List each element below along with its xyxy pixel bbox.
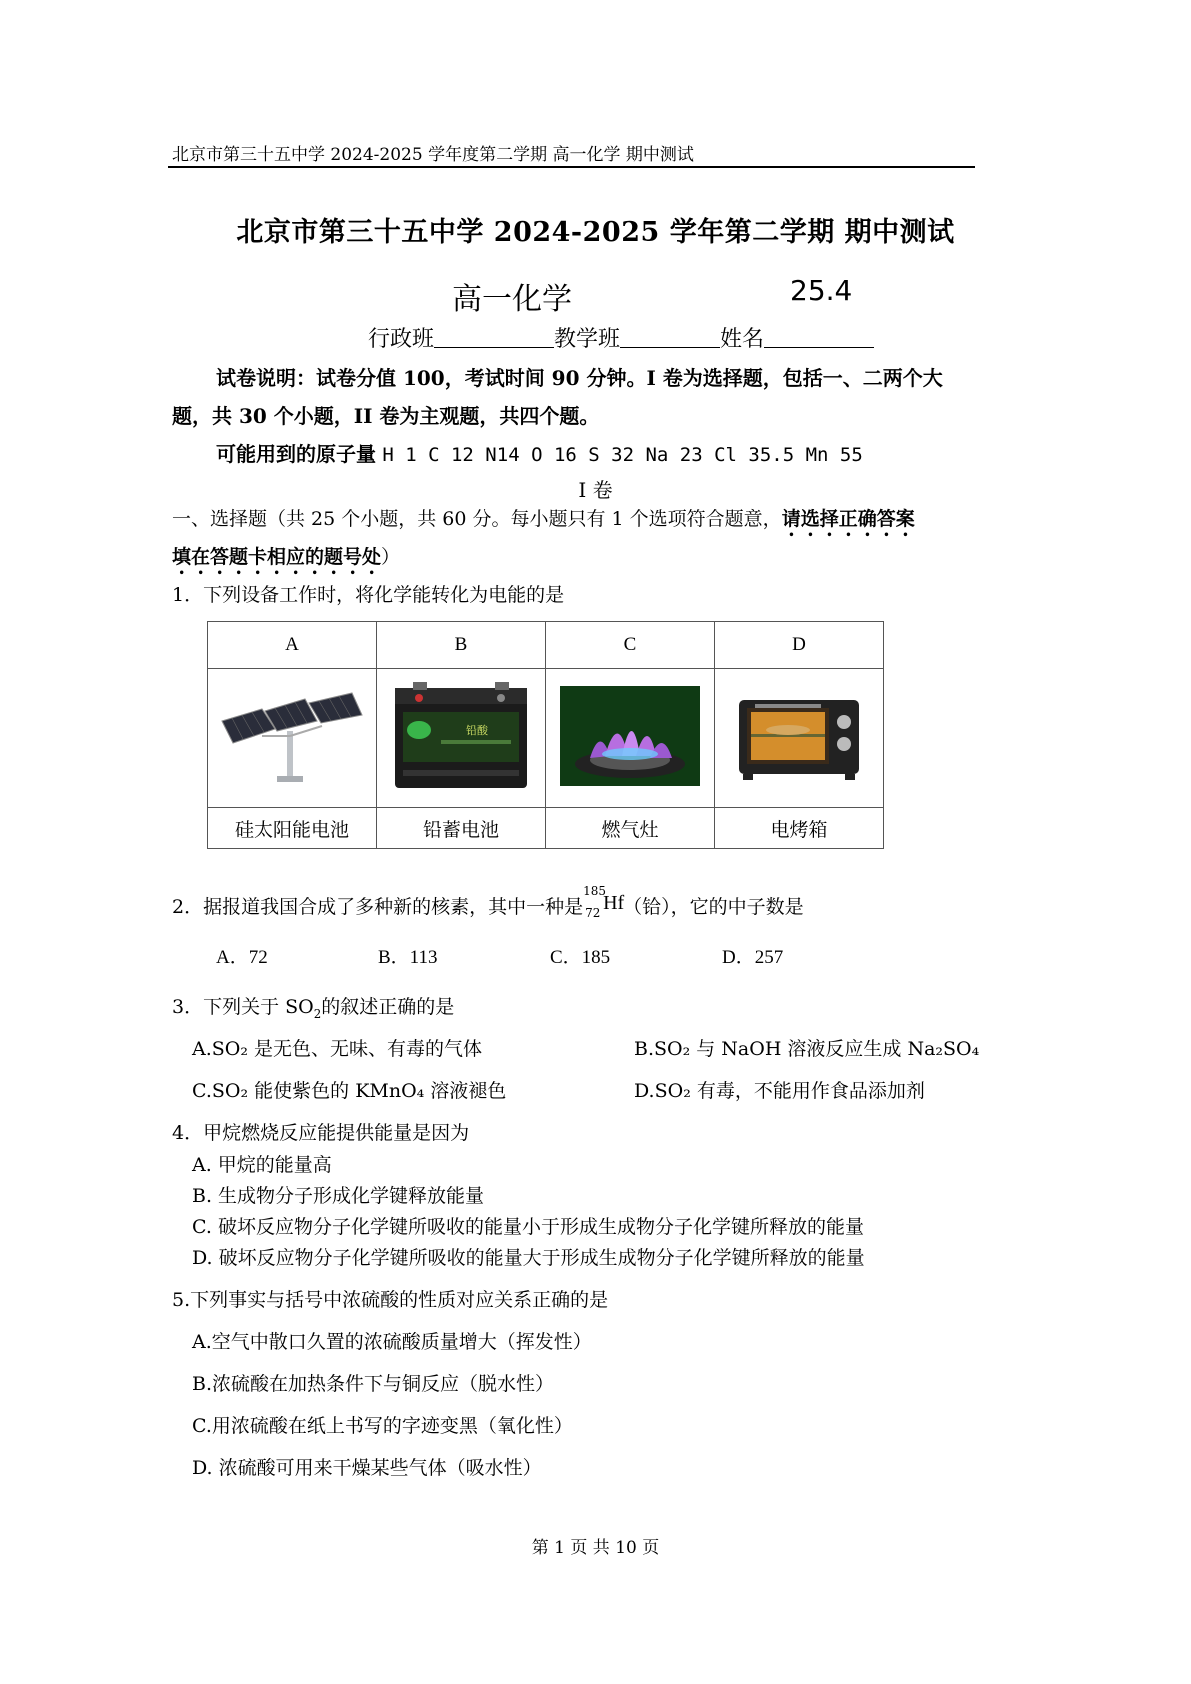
q1-option-d-image xyxy=(715,669,884,808)
atomic-mass-line xyxy=(216,438,863,467)
q3-stem-text: 3．下列关于 SO xyxy=(172,996,314,1018)
q1-option-c-letter: C xyxy=(546,622,715,669)
q1-option-c-image xyxy=(546,669,715,808)
q2-option-b: B．113 xyxy=(378,947,438,968)
q2-stem xyxy=(172,884,804,920)
section-heading-end: ） xyxy=(381,546,401,568)
nuclide-notation xyxy=(583,884,625,920)
solar-panel-icon xyxy=(217,681,367,791)
q4-option-b: B. 生成物分子形成化学键释放能量 xyxy=(192,1185,485,1207)
q5-option-d: D. 浓硫酸可用来干燥某些气体（吸水性） xyxy=(192,1457,542,1479)
lead-acid-battery-icon xyxy=(391,680,531,792)
q1-option-a-image xyxy=(208,669,377,808)
page-title: 北京市第三十五中学 2024-2025 学年第二学期 期中测试 xyxy=(236,217,955,248)
electric-oven-icon xyxy=(729,686,869,786)
nuclide-mass-number: 185 xyxy=(583,884,606,898)
q1-option-a-letter: A xyxy=(208,622,377,669)
q3-option-c: C.SO₂ 能使紫色的 KMnO₄ 溶液褪色 xyxy=(192,1080,507,1102)
q2-stem-text: 2．据报道我国合成了多种新的核素，其中一种是 xyxy=(172,896,584,918)
page-number: 第 1 页 共 10 页 xyxy=(531,1538,660,1558)
instructions-label: 试卷说明： xyxy=(216,366,316,390)
q3-option-a: A.SO₂ 是无色、无味、有毒的气体 xyxy=(192,1038,483,1060)
section-heading-emphasis: 请选择正确答案 xyxy=(781,508,915,530)
q1-option-b-image xyxy=(377,669,546,808)
q5-stem: 5.下列事实与括号中浓硫酸的性质对应关系正确的是 xyxy=(172,1289,609,1311)
nuclide-atomic-number: 72 xyxy=(585,906,601,920)
instructions-line2: 题，共 30 个小题，II 卷为主观题，共四个题。 xyxy=(172,404,600,428)
section-heading-emphasis-2: 填在答题卡相应的题号处 xyxy=(172,546,382,568)
subject-title: 高一化学 xyxy=(452,282,572,317)
q3-stem-subscript: 2 xyxy=(313,1006,322,1021)
nuclide-symbol: Hf xyxy=(603,892,625,914)
admin-class-label: 行政班 xyxy=(368,327,435,352)
q5-option-c: C.用浓硫酸在纸上书写的字迹变黑（氧化性） xyxy=(192,1415,573,1437)
battery-brand-text: 铅酸 xyxy=(466,723,488,737)
q1-option-c-label: 燃气灶 xyxy=(546,808,715,849)
q2-option-a: A．72 xyxy=(216,947,268,968)
q4-option-a: A. 甲烷的能量高 xyxy=(192,1154,332,1176)
q1-option-b-letter: B xyxy=(377,622,546,669)
header-rule xyxy=(168,166,975,168)
gas-stove-flame-icon xyxy=(560,686,700,786)
teaching-class-label: 教学班 xyxy=(554,327,621,352)
q2-option-c: C．185 xyxy=(550,947,611,968)
teaching-class-blank[interactable] xyxy=(620,325,720,348)
q1-stem: 1．下列设备工作时，将化学能转化为电能的是 xyxy=(172,584,565,606)
q3-option-d: D.SO₂ 有毒，不能用作食品添加剂 xyxy=(634,1080,925,1102)
q1-option-b-label: 铅蓄电池 xyxy=(377,808,546,849)
q4-option-d: D. 破坏反应物分子化学键所吸收的能量大于形成生成物分子化学键所释放的能量 xyxy=(192,1247,865,1269)
volume-heading: I 卷 xyxy=(578,478,613,502)
section-heading-cont xyxy=(172,542,400,579)
instructions-text1: 试卷分值 100，考试时间 90 分钟。I 卷为选择题，包括一、二两个大 xyxy=(316,366,943,390)
q1-options-table xyxy=(207,621,884,849)
student-info-line xyxy=(368,322,874,353)
q4-option-c: C. 破坏反应物分子化学键所吸收的能量小于形成生成物分子化学键所释放的能量 xyxy=(192,1216,864,1238)
exam-date: 25.4 xyxy=(790,274,853,307)
q1-option-d-letter: D xyxy=(715,622,884,669)
running-header: 北京市第三十五中学 2024-2025 学年度第二学期 高一化学 期中测试 xyxy=(172,145,694,165)
q1-option-a-label: 硅太阳能电池 xyxy=(208,808,377,849)
admin-class-blank[interactable] xyxy=(434,325,554,348)
section-heading-text: 一、选择题（共 25 个小题，共 60 分。每小题只有 1 个选项符合题意， xyxy=(172,508,782,530)
name-blank[interactable] xyxy=(764,325,874,348)
name-label: 姓名 xyxy=(720,327,765,352)
q3-option-b: B.SO₂ 与 NaOH 溶液反应生成 Na₂SO₄ xyxy=(634,1038,980,1060)
atomic-mass-label: 可能用到的原子量 xyxy=(216,442,376,466)
q3-stem xyxy=(172,992,454,1021)
instructions-line1 xyxy=(216,362,943,391)
q3-stem-text-2: 的叙述正确的是 xyxy=(321,996,455,1018)
q5-option-b: B.浓硫酸在加热条件下与铜反应（脱水性） xyxy=(192,1373,555,1395)
q1-option-d-label: 电烤箱 xyxy=(715,808,884,849)
q2-stem-text-2: （铪），它的中子数是 xyxy=(623,896,804,918)
q5-option-a: A.空气中散口久置的浓硫酸质量增大（挥发性） xyxy=(192,1331,592,1353)
q4-stem: 4．甲烷燃烧反应能提供能量是因为 xyxy=(172,1122,470,1144)
section-heading xyxy=(172,504,915,541)
q2-option-d: D．257 xyxy=(722,947,784,968)
atomic-mass-values: H 1 C 12 N14 O 16 S 32 Na 23 Cl 35.5 Mn 55 xyxy=(382,444,863,466)
